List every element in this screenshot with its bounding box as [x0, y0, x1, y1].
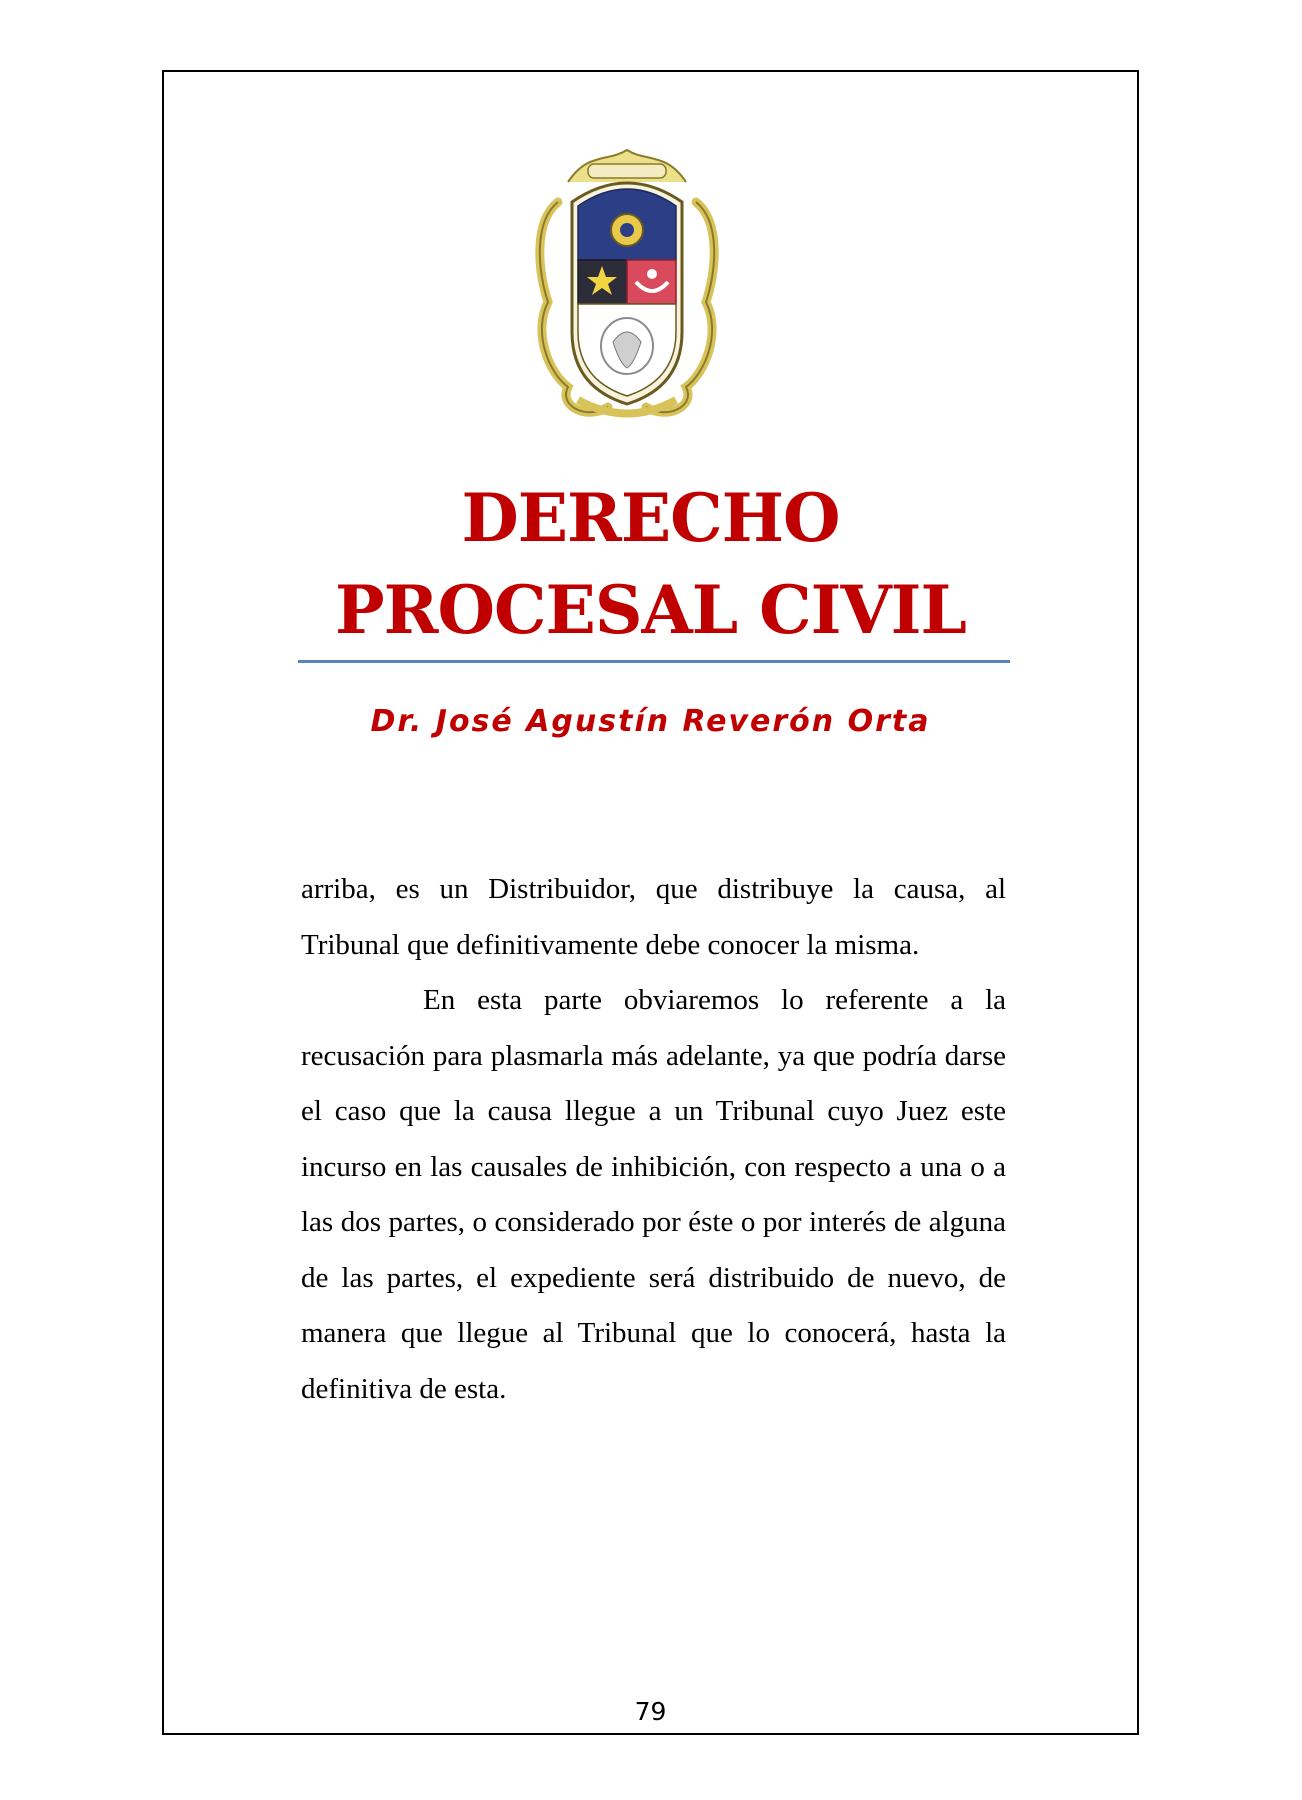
- book-title: [164, 472, 1137, 656]
- title-line-1: DERECHO: [461, 479, 840, 557]
- page-number: 79: [634, 1697, 667, 1726]
- author-name: Dr. José Agustín Reverón Orta: [370, 704, 931, 739]
- body-text: [301, 862, 1006, 1417]
- coat-of-arms-icon: [528, 142, 726, 422]
- title-divider: [298, 660, 1010, 663]
- paragraph-2: En esta parte obviaremos lo referente a la recusación para plasmarla más adelante, ya que podría darse el caso que la causa llegue a un Tribunal cuyo Juez este incurso en las causales de inhibición, con respecto a una o a las dos partes, o considerado por éste o por interés de alguna de las partes, el expediente será distribuido de nuevo, de manera que llegue al Tribunal que lo conocerá, hasta la definitiva de esta.: [301, 984, 1006, 1405]
- page-frame: [162, 70, 1139, 1735]
- title-line-2: PROCESAL CIVIL: [335, 571, 966, 649]
- paragraph-1: arriba, es un Distribuidor, que distribuye la causa, al Tribunal que definitivamente debe conocer la misma.: [301, 873, 1006, 961]
